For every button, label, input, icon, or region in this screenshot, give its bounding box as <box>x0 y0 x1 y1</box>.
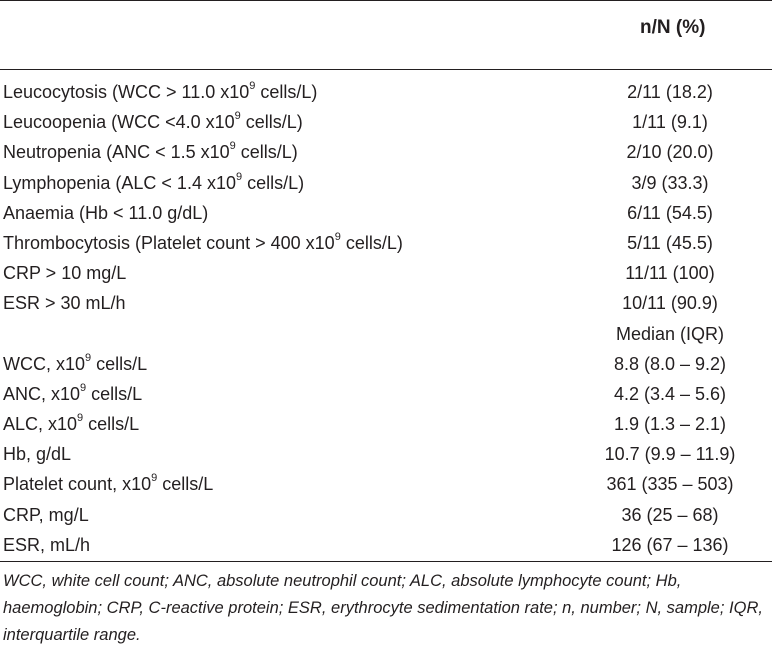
row-label <box>3 379 142 409</box>
row-label <box>3 137 298 167</box>
exponent: 9 <box>249 80 256 92</box>
row-label-text: CRP > 10 mg/L <box>3 263 127 284</box>
table-row <box>0 500 772 530</box>
row-label <box>3 288 126 318</box>
row-label <box>3 228 403 258</box>
table-row <box>0 439 772 469</box>
row-label <box>3 107 303 137</box>
table-row <box>0 137 772 167</box>
row-label-unit: cells/L) <box>235 142 298 163</box>
table-row <box>0 258 772 288</box>
row-value: 6/11 (54.5) <box>627 202 713 223</box>
table-row <box>0 198 772 228</box>
row-label-unit: cells/L <box>157 474 214 495</box>
row-value: 3/9 (33.3) <box>631 172 709 193</box>
row-value: Median (IQR) <box>615 323 725 344</box>
row-label-unit: cells/L <box>91 353 148 374</box>
row-value: 1.9 (1.3 – 2.1) <box>613 414 727 435</box>
table-row <box>0 349 772 379</box>
row-label-unit: cells/L <box>86 383 143 404</box>
row-label-text: Platelet count, x10 <box>3 474 152 495</box>
table-row <box>0 77 772 107</box>
row-value: 36 (25 – 68) <box>621 504 719 525</box>
table-row <box>0 409 772 439</box>
row-value: 10.7 (9.9 – 11.9) <box>604 444 736 465</box>
exponent: 9 <box>229 140 236 153</box>
row-label-text: Neutropenia (ANC < 1.5 x10 <box>3 142 230 163</box>
row-label <box>3 258 126 288</box>
exponent: 9 <box>77 412 84 425</box>
exponent: 9 <box>80 381 87 394</box>
row-label <box>3 77 317 107</box>
row-label-unit: cells/L <box>83 414 140 435</box>
row-value: 126 (67 – 136) <box>611 534 729 555</box>
row-label-text: ANC, x10 <box>3 383 81 404</box>
row-label <box>3 469 213 499</box>
row-label <box>3 349 147 379</box>
row-label-text: Leucoopenia (WCC <4.0 x10 <box>3 112 235 133</box>
row-label-text: Hb, g/dL <box>3 444 72 465</box>
table-body <box>0 77 772 560</box>
header-rule <box>0 69 772 70</box>
row-value: 5/11 (45.5) <box>627 232 713 253</box>
row-value: 361 (335 – 503) <box>606 474 734 495</box>
row-label-text: Anaemia (Hb < 11.0 g/dL) <box>3 202 209 223</box>
row-label-text: WCC, x10 <box>3 353 86 374</box>
row-label <box>3 409 139 439</box>
table-row <box>0 319 772 349</box>
row-label-text: ALC, x10 <box>3 414 78 435</box>
exponent: 9 <box>235 170 243 183</box>
row-value: 1/11 (9.1) <box>632 112 708 133</box>
exponent: 9 <box>85 351 92 364</box>
bottom-rule <box>0 561 772 562</box>
row-value: 11/11 (100) <box>625 263 715 284</box>
column-header: n/N (%) <box>640 17 706 38</box>
row-label-unit: cells/L) <box>242 172 305 193</box>
row-label <box>3 168 304 198</box>
row-label-text: ESR, mL/h <box>3 534 91 555</box>
row-label-text: CRP, mg/L <box>3 504 89 525</box>
row-value: 10/11 (90.9) <box>622 293 718 314</box>
row-label-text: Lymphopenia (ALC < 1.4 x10 <box>3 172 236 193</box>
exponent: 9 <box>334 230 341 243</box>
exponent: 9 <box>151 472 158 485</box>
row-label-unit: cells/L) <box>255 82 318 102</box>
row-value: 4.2 (3.4 – 5.6) <box>613 383 727 404</box>
table-row <box>0 288 772 318</box>
row-label-unit: cells/L) <box>340 232 403 253</box>
row-label-text: ESR > 30 mL/h <box>3 293 126 314</box>
footnote: WCC, white cell count; ANC, absolute neutrophil count; ALC, absolute lymphocyte count; Hb, haemoglobin; CRP, C-reactive protein; ESR, erythrocyte sedimentation rate; n, number; N, sample; IQR, interquartile range. <box>3 572 763 644</box>
table-row <box>0 379 772 409</box>
exponent: 9 <box>234 110 241 123</box>
row-label <box>3 530 90 560</box>
table-row <box>0 168 772 198</box>
table-row <box>0 228 772 258</box>
row-label-text: Leucocytosis (WCC > 11.0 x10 <box>3 82 250 102</box>
table-row <box>0 530 772 560</box>
row-label-unit: cells/L) <box>240 112 303 133</box>
row-value: 2/11 (18.2) <box>627 82 713 102</box>
row-label <box>3 500 89 530</box>
row-label <box>3 439 71 469</box>
row-value: 8.8 (8.0 – 9.2) <box>613 353 727 374</box>
table-row <box>0 469 772 499</box>
row-value: 2/10 (20.0) <box>626 142 714 163</box>
table-row <box>0 107 772 137</box>
top-rule <box>0 0 772 1</box>
row-label-text: Thrombocytosis (Platelet count > 400 x10 <box>3 232 335 253</box>
row-label <box>3 198 208 228</box>
